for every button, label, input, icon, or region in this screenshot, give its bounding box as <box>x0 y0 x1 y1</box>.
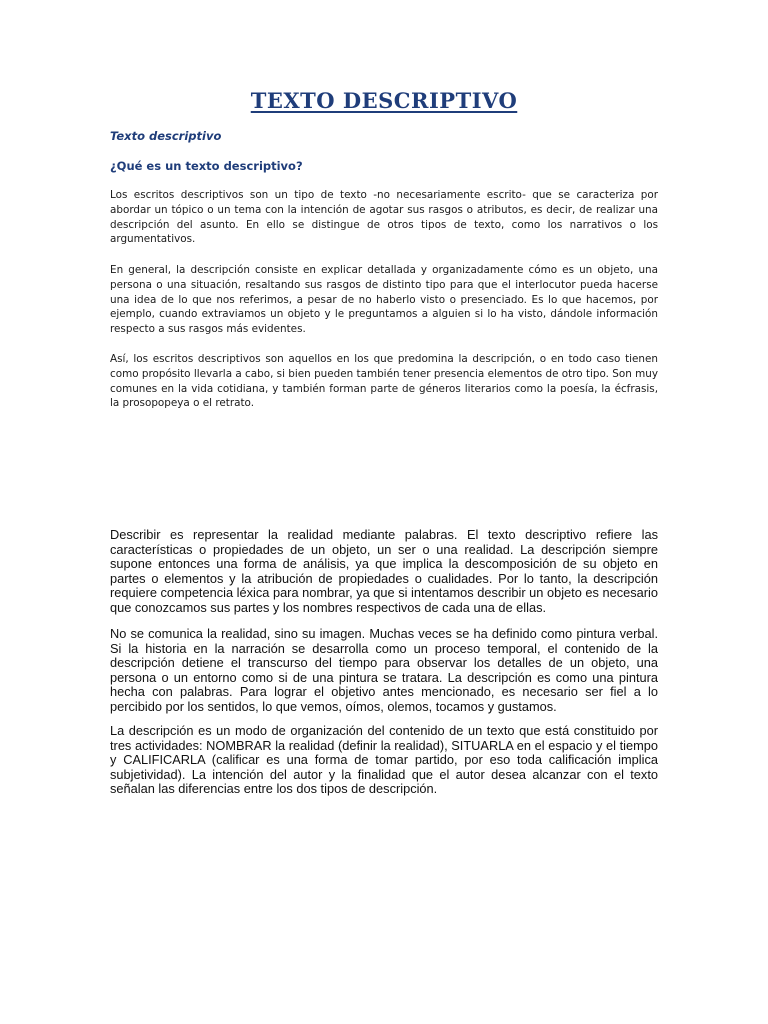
paragraph-definition: Los escritos descriptivos son un tipo de texto -no necesariamente escrito- que se caracteriza por abordar un tópico o un tema con la intención de agotar sus rasgos o atributos, es decir, de realizar una descripción del asunto. En ello se distingue de otros tipos de texto, como los narrativos o los argumentativos. <box>110 189 658 246</box>
paragraph-examples: Así, los escritos descriptivos son aquellos en los que predomina la descripción, o en todo caso tienen como propósito llevarla a cabo, si bien pueden también tener presencia elementos de otro tipo. Son muy comunes en la vida cotidiana, y también forman parte de géneros literarios como la poesía, la écfrasis, la prosopopeya o el retrato. <box>110 353 658 410</box>
page-title: TEXTO DESCRIPTIVO <box>250 88 518 113</box>
paragraph-describir: Describir es representar la realidad mediante palabras. El texto descriptivo refiere las características o propiedades de un objeto, un ser o una realidad. La descripción siempre supone entonces una forma de análisis, ya que implica la descomposición de su objeto en partes o elementos y la atribución de propiedades o cualidades. Por lo tanto, la descripción requiere competencia léxica para nombrar, ya que si intentamos describir un objeto es necesario que conozcamos sus partes y los nombres respectivos de cada una de ellas. <box>110 527 658 615</box>
paragraph-imagen: No se comunica la realidad, sino su imagen. Muchas veces se ha definido como pintura verbal. Si la historia en la narración se desarrolla como un proceso temporal, el contenido de la descripción detiene el transcurso del tiempo para observar los detalles de un objeto, una persona o un entorno como si de una pintura se tratara. La descripción es como una pintura hecha con palabras. Para lograr el objetivo antes mencionado, es necesario ser fiel a lo percibido por los sentidos, lo que vemos, oímos, olemos, tocamos y gustamos. <box>110 626 658 714</box>
question-heading: ¿Qué es un texto descriptivo? <box>110 159 303 173</box>
section-label: Texto descriptivo <box>110 129 222 143</box>
paragraph-organizacion: La descripción es un modo de organización del contenido de un texto que está constituido por tres actividades: NOMBRAR la realidad (definir la realidad), SITUARLA en el espacio y el tiempo y CALIFICARLA (calificar es una forma de tomar partido, por eso toda calificación implica subjetividad). La intención del autor y la finalidad que el autor desea alcanzar con el texto señalan las diferencias entre los dos tipos de descripción. <box>110 723 658 797</box>
paragraph-general: En general, la descripción consiste en explicar detallada y organizadamente cómo es un objeto, una persona o una situación, resaltando sus rasgos de distinto tipo para que el interlocutor pueda hacerse una idea de lo que nos referimos, a pesar de no haberlo visto o presenciado. Es lo que hacemos, por ejemplo, cuando extraviamos un objeto y le preguntamos a alguien si lo ha visto, dándole información respecto a sus rasgos más evidentes. <box>110 264 658 336</box>
